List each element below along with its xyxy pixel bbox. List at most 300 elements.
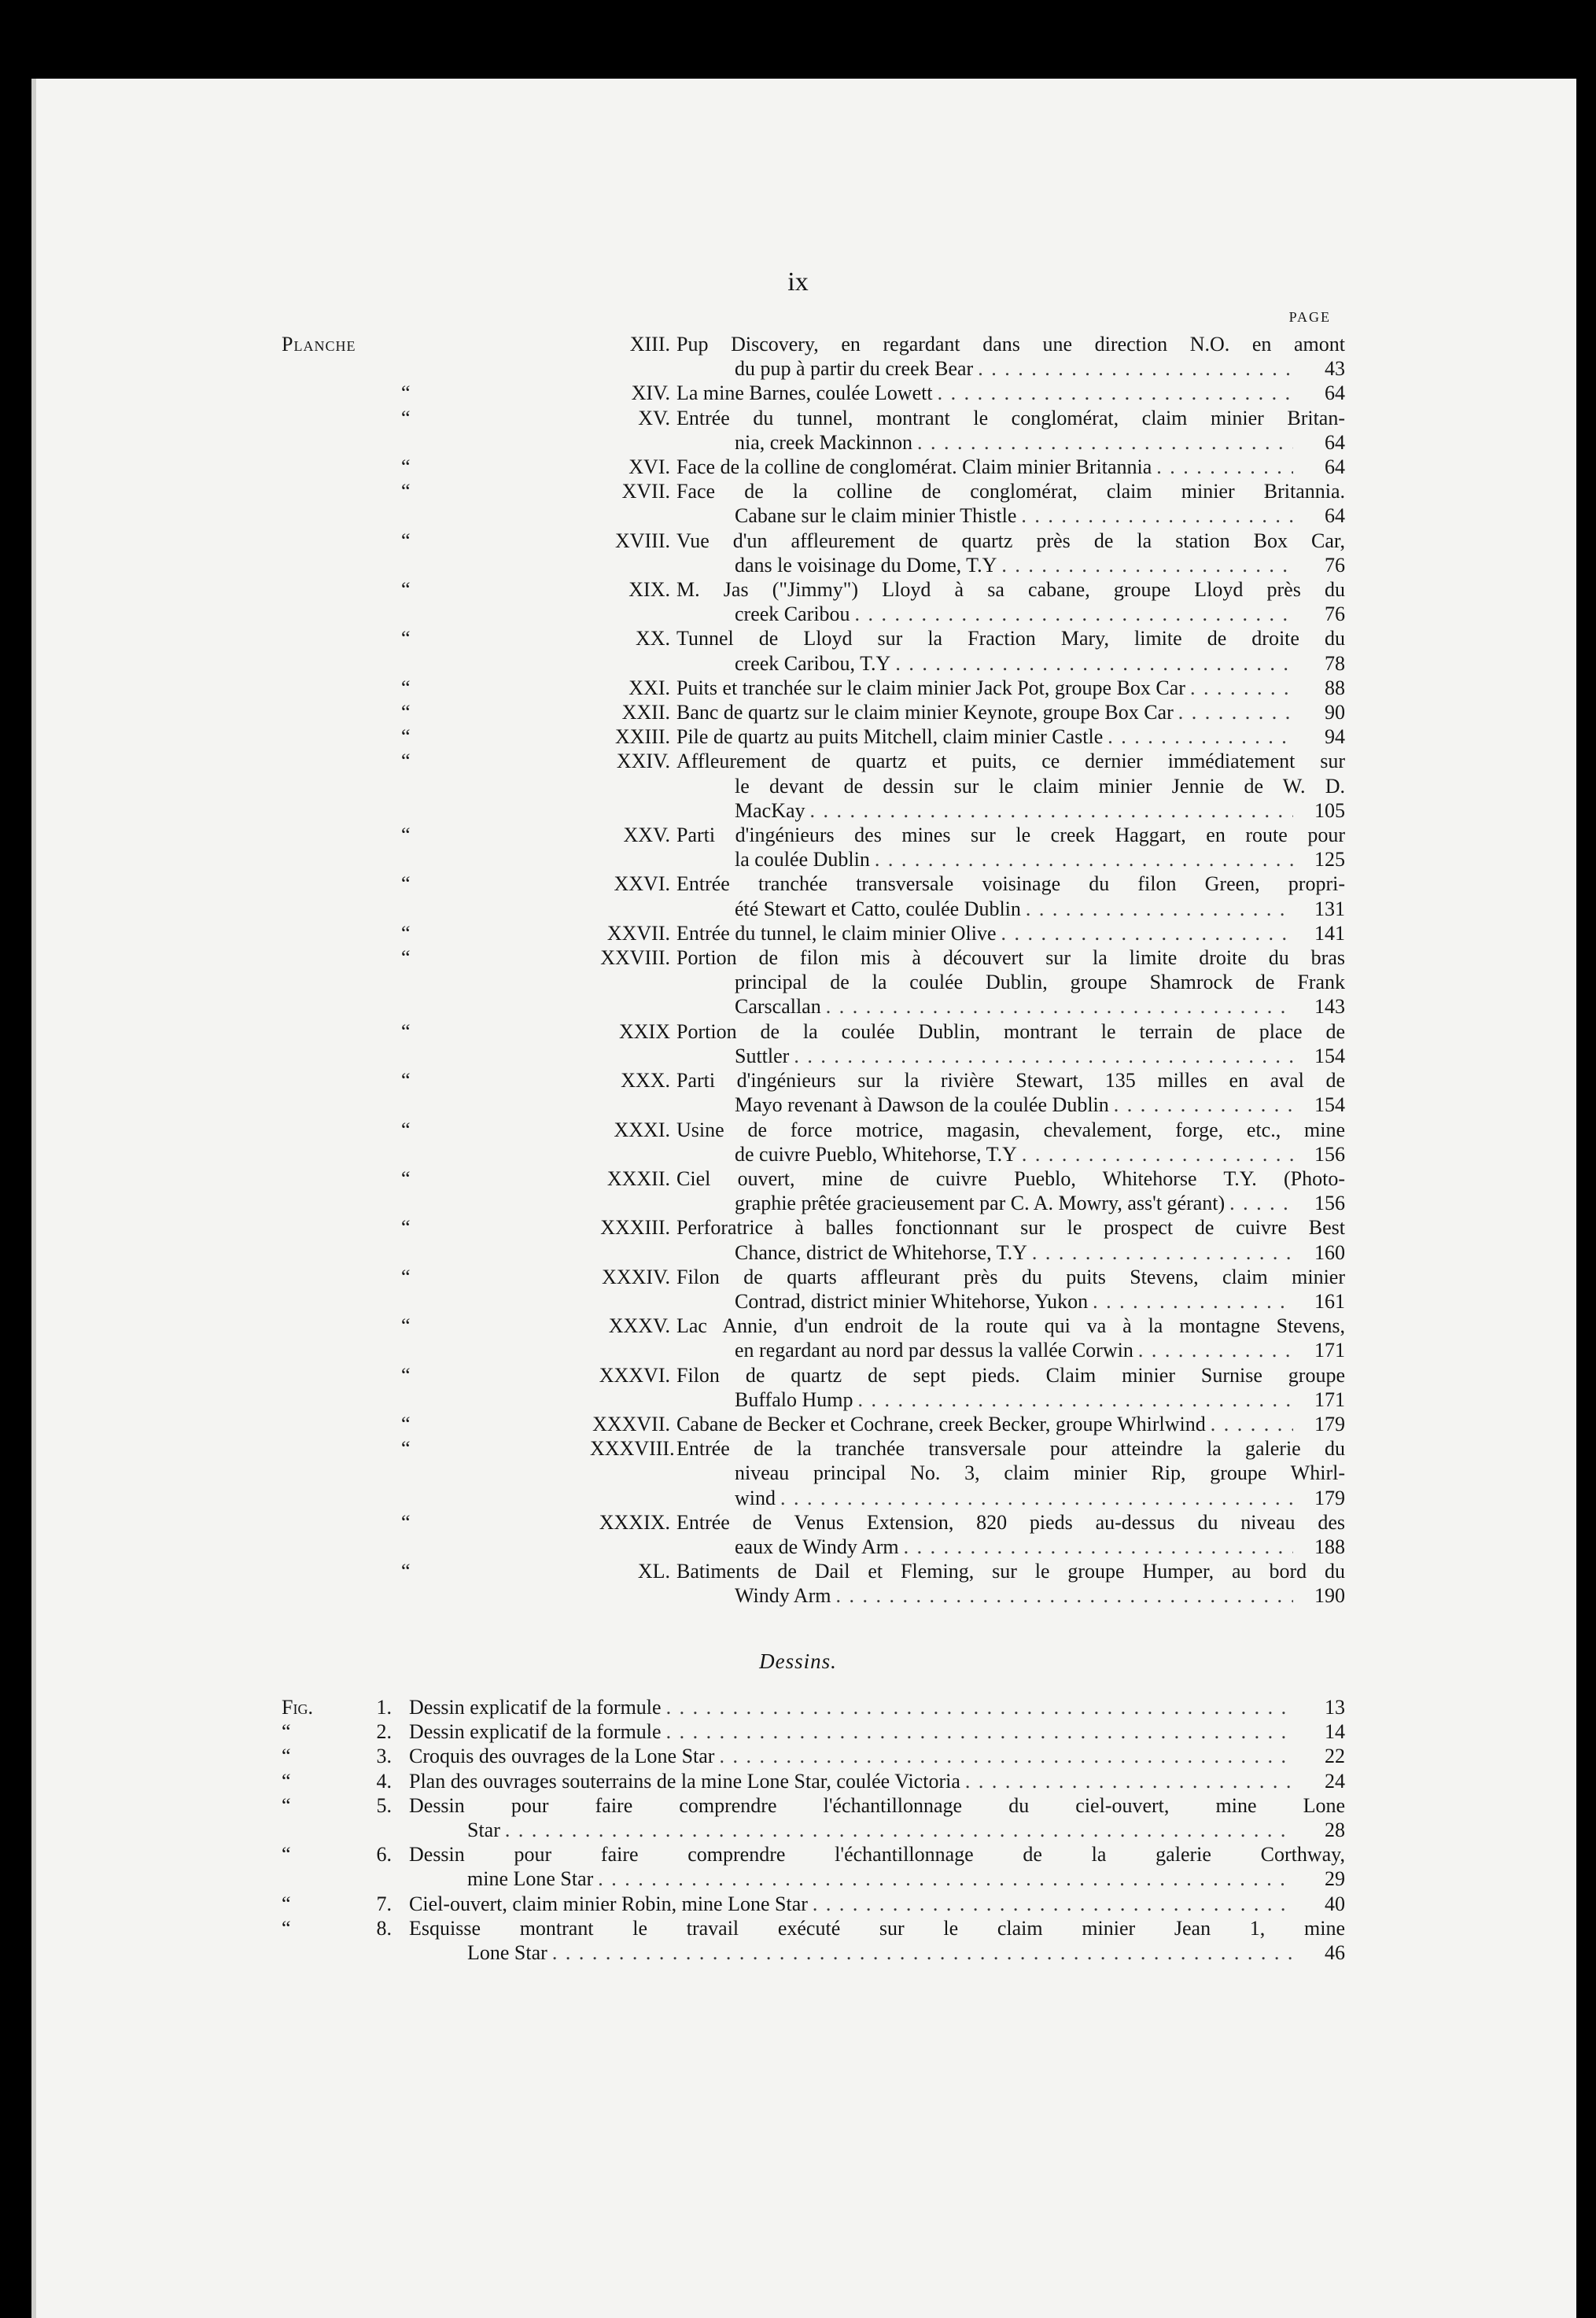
dot-leader — [895, 651, 1293, 676]
entry-page-number: 171 — [1314, 1339, 1345, 1362]
entry-page-number: 64 — [1325, 504, 1345, 528]
entry-last-line — [676, 1093, 1345, 1117]
figure-entry — [282, 1793, 1345, 1842]
dot-leader — [813, 1892, 1293, 1916]
entry-text-line: Puits et tranchée sur le claim minier Jack Pot, groupe Box Car — [676, 676, 1185, 699]
plate-number: XXX. — [621, 1069, 670, 1093]
plate-label — [282, 1215, 392, 1264]
figure-number: 8. — [376, 1916, 392, 1940]
plate-number: XXVI. — [614, 872, 670, 896]
entry-last-line — [409, 1867, 1345, 1891]
dot-leader — [1108, 724, 1293, 749]
entry-page-number: 78 — [1325, 651, 1345, 675]
plate-label — [282, 1412, 392, 1436]
entry-page-number: 143 — [1314, 995, 1345, 1019]
plate-label — [282, 872, 392, 920]
figure-entry — [282, 1916, 1345, 1965]
entry-page-number: 22 — [1325, 1745, 1345, 1768]
entry-page-number: 154 — [1314, 1044, 1345, 1067]
entry-page-number: 24 — [1325, 1769, 1345, 1793]
entry-text-line: Vue d'un affleurement de quartz près de la station Box Car, — [676, 529, 1345, 552]
entry-last-line — [409, 1892, 1345, 1916]
entry-page-number: 161 — [1314, 1289, 1345, 1313]
plate-number: XXVIII. — [600, 946, 670, 970]
plate-label — [282, 1265, 392, 1314]
entry-last-line — [676, 994, 1345, 1019]
entry-text-line: eaux de Windy Arm — [735, 1535, 899, 1558]
entry-text-line: Chance, district de Whitehorse, T.Y — [735, 1240, 1027, 1264]
dot-leader — [810, 798, 1293, 823]
entry-page-number: 29 — [1325, 1867, 1345, 1891]
plate-entry — [282, 1436, 1345, 1510]
dot-leader — [835, 1583, 1293, 1608]
plate-entry — [282, 626, 1345, 675]
entry-text-line: La mine Barnes, coulée Lowett — [676, 381, 933, 405]
figure-entry — [282, 1892, 1345, 1916]
ditto-mark: “ — [401, 676, 411, 699]
dot-leader — [855, 602, 1293, 626]
entry-last-line — [676, 676, 1345, 700]
plate-label — [282, 406, 392, 455]
entry-page-number: 64 — [1325, 381, 1345, 405]
plate-label — [282, 749, 392, 823]
plate-entry — [282, 1019, 1345, 1068]
plate-entry — [282, 1314, 1345, 1362]
entry-text-line: Ciel-ouvert, claim minier Robin, mine Lone Star — [409, 1892, 808, 1915]
entry-last-line — [676, 503, 1345, 528]
entry-text-line: de cuivre Pueblo, Whitehorse, T.Y — [735, 1142, 1017, 1166]
ditto-mark: “ — [401, 455, 411, 479]
figure-description — [409, 1719, 1345, 1744]
entry-page-number: 28 — [1325, 1819, 1345, 1842]
entry-text-line: Mayo revenant à Dawson de la coulée Dublin — [735, 1093, 1109, 1117]
entry-last-line — [676, 602, 1345, 626]
figure-number: 2. — [376, 1720, 392, 1744]
figure-description — [409, 1842, 1345, 1891]
entry-last-line — [676, 553, 1345, 577]
plate-label — [282, 1314, 392, 1362]
dot-leader — [1190, 676, 1293, 700]
plate-label — [282, 676, 392, 700]
plate-description — [676, 945, 1345, 1019]
dot-leader — [1093, 1289, 1293, 1314]
plate-description — [676, 700, 1345, 724]
ditto-mark: “ — [282, 1720, 291, 1744]
entry-text-line: wind — [735, 1486, 776, 1509]
plate-number: XXII. — [621, 701, 670, 724]
ditto-mark: “ — [401, 750, 411, 773]
plate-number: XXXIV. — [602, 1265, 670, 1288]
dot-leader — [505, 1818, 1293, 1842]
entry-last-line — [676, 724, 1345, 749]
plate-description — [676, 1412, 1345, 1436]
plate-entry — [282, 823, 1345, 872]
entry-last-line — [676, 1191, 1345, 1215]
ditto-mark: “ — [401, 1069, 411, 1093]
entry-last-line — [676, 700, 1345, 724]
plate-label — [282, 724, 392, 749]
ditto-mark: “ — [401, 824, 411, 847]
plate-label — [282, 921, 392, 945]
entry-text-line: niveau principal No. 3, claim minier Rip, groupe Whirl- — [735, 1461, 1345, 1485]
entry-last-line — [676, 430, 1345, 455]
entry-text-line: Contrad, district minier Whitehorse, Yukon — [735, 1289, 1089, 1313]
ditto-mark: “ — [401, 946, 411, 970]
entry-text-line: Buffalo Hump — [735, 1387, 853, 1411]
ditto-mark: “ — [401, 1166, 411, 1190]
entry-text-line: Croquis des ouvrages de la Lone Star — [409, 1745, 715, 1768]
ditto-mark: “ — [282, 1892, 291, 1915]
ditto-mark: “ — [401, 406, 411, 429]
entry-page-number: 43 — [1325, 357, 1345, 381]
ditto-mark: “ — [282, 1843, 291, 1867]
entry-text-line: MacKay — [735, 798, 805, 822]
figure-number: 7. — [376, 1892, 392, 1915]
ditto-mark: “ — [401, 578, 411, 602]
ditto-mark: “ — [401, 480, 411, 503]
plate-label — [282, 1363, 392, 1412]
ditto-mark: “ — [401, 1019, 411, 1043]
figure-entry — [282, 1695, 1345, 1719]
dot-leader — [794, 1044, 1293, 1068]
entry-text-line: Dessin explicatif de la formule — [409, 1696, 662, 1719]
plate-description — [676, 479, 1345, 528]
figure-label: Fig. — [282, 1696, 313, 1719]
entry-page-number: 46 — [1325, 1941, 1345, 1965]
entry-text-line: nia, creek Mackinnon — [735, 430, 912, 454]
entry-page-number: 156 — [1314, 1142, 1345, 1166]
plate-number: XXV. — [623, 824, 670, 847]
entry-last-line — [409, 1818, 1345, 1842]
entry-last-line — [409, 1940, 1345, 1965]
plate-number: XIX. — [628, 578, 670, 602]
entry-text-line: creek Caribou, T.Y — [735, 651, 891, 675]
entry-last-line — [409, 1769, 1345, 1793]
plate-entry — [282, 1412, 1345, 1436]
entry-text-line: du pup à partir du creek Bear — [735, 357, 974, 381]
entry-page-number: 131 — [1314, 897, 1345, 920]
plate-label — [282, 381, 392, 405]
plate-label — [282, 1166, 392, 1215]
entry-text-line: Suttler — [735, 1044, 790, 1067]
plate-entry — [282, 921, 1345, 945]
plate-entry — [282, 1559, 1345, 1608]
entry-page-number: 171 — [1314, 1387, 1345, 1411]
entry-page-number: 94 — [1325, 725, 1345, 749]
dot-leader — [552, 1940, 1293, 1965]
entry-text-line: M. Jas ("Jimmy") Lloyd à sa cabane, groupe Lloyd près du — [676, 578, 1345, 602]
plate-number: XVI. — [628, 455, 670, 479]
entry-text-line: mine Lone Star — [467, 1867, 594, 1891]
entry-last-line — [676, 1240, 1345, 1265]
ditto-mark: “ — [401, 1265, 411, 1288]
figure-entry — [282, 1744, 1345, 1768]
entry-last-line — [676, 1387, 1345, 1412]
entry-text-line: Parti d'ingénieurs sur la rivière Stewart, 135 milles en aval de — [676, 1069, 1345, 1093]
entry-last-line — [676, 1486, 1345, 1510]
ditto-mark: “ — [401, 1437, 411, 1461]
entry-last-line — [676, 798, 1345, 823]
entry-text-line: Dessin pour faire comprendre l'échantillonnage du ciel-ouvert, mine Lone — [409, 1793, 1345, 1817]
entry-page-number: 76 — [1325, 603, 1345, 626]
dot-leader — [719, 1744, 1293, 1768]
entry-page-number: 40 — [1325, 1892, 1345, 1915]
plate-description — [676, 1363, 1345, 1412]
entry-page-number: 179 — [1314, 1486, 1345, 1509]
plate-entry — [282, 1215, 1345, 1264]
plate-entry — [282, 1510, 1345, 1559]
ditto-mark: “ — [401, 627, 411, 650]
plate-description — [676, 332, 1345, 381]
ditto-mark: “ — [401, 725, 411, 749]
entry-text-line: Pile de quartz au puits Mitchell, claim minier Castle — [676, 725, 1104, 749]
plate-label — [282, 1559, 392, 1608]
ditto-mark: “ — [282, 1916, 291, 1940]
plate-description — [676, 1166, 1345, 1215]
ditto-mark — [392, 332, 590, 381]
entry-last-line — [409, 1719, 1345, 1744]
plate-description — [676, 823, 1345, 872]
plate-description — [676, 1559, 1345, 1608]
entry-text-line: la coulée Dublin — [735, 848, 870, 872]
entry-text-line: Filon de quarts affleurant près du puits Stevens, claim minier — [676, 1265, 1345, 1288]
entry-text-line: Usine de force motrice, magasin, chevalement, forge, etc., mine — [676, 1118, 1345, 1141]
ditto-mark: “ — [401, 921, 411, 945]
ditto-mark: “ — [401, 1216, 411, 1240]
entry-page-number: 13 — [1325, 1696, 1345, 1719]
plate-label — [282, 1068, 392, 1117]
plate-description — [676, 455, 1345, 479]
entry-last-line — [676, 651, 1345, 676]
entry-text-line: Entrée du tunnel, le claim minier Olive — [676, 921, 997, 945]
figure-entry — [282, 1842, 1345, 1891]
entry-text-line: Affleurement de quartz et puits, ce dernier immédiatement sur — [676, 750, 1345, 773]
entry-text-line: graphie prêtée gracieusement par C. A. Mowry, ass't gérant) — [735, 1192, 1226, 1215]
entry-last-line — [676, 1044, 1345, 1068]
dot-leader — [666, 1719, 1293, 1744]
plate-entry — [282, 945, 1345, 1019]
figure-number: 5. — [376, 1793, 392, 1817]
entry-text-line: creek Caribou — [735, 603, 850, 626]
plate-entry — [282, 700, 1345, 724]
dot-leader — [826, 994, 1293, 1019]
plate-label — [282, 1436, 392, 1510]
entry-text-line: Entrée de Venus Extension, 820 pieds au-dessus du niveau des — [676, 1510, 1345, 1534]
plate-description — [676, 1118, 1345, 1166]
entry-text-line: Star — [467, 1819, 500, 1842]
entry-last-line — [409, 1744, 1345, 1768]
entry-last-line — [676, 455, 1345, 479]
plate-description — [676, 1314, 1345, 1362]
figure-number: 4. — [376, 1769, 392, 1793]
entry-text-line: Portion de la coulée Dublin, montrant le terrain de place de — [676, 1019, 1345, 1043]
entry-text-line: Portion de filon mis à découvert sur la limite droite du bras — [676, 946, 1345, 970]
dot-leader — [1021, 503, 1293, 528]
entry-text-line: Windy Arm — [735, 1584, 831, 1608]
ditto-mark: “ — [401, 1118, 411, 1141]
ditto-mark: “ — [401, 381, 411, 405]
entry-text-line: Filon de quartz de sept pieds. Claim minier Surnise groupe — [676, 1363, 1345, 1387]
plate-entry — [282, 406, 1345, 455]
entry-page-number: 141 — [1314, 921, 1345, 945]
plate-number: XXXVII. — [592, 1412, 670, 1435]
plate-entry — [282, 872, 1345, 920]
dot-leader — [1178, 700, 1293, 724]
dot-leader — [875, 847, 1293, 872]
plate-entry — [282, 749, 1345, 823]
entry-page-number: 64 — [1325, 455, 1345, 479]
plate-label — [282, 529, 392, 577]
plate-description — [676, 529, 1345, 577]
entry-page-number: 76 — [1325, 553, 1345, 577]
plate-label — [282, 479, 392, 528]
plate-description — [676, 1068, 1345, 1117]
ditto-mark: “ — [282, 1745, 291, 1768]
plate-label — [282, 823, 392, 872]
plate-description — [676, 1436, 1345, 1510]
entry-text-line: Face de la colline de conglomérat. Claim minier Britannia — [676, 455, 1152, 479]
dot-leader — [1114, 1093, 1293, 1117]
plate-description — [676, 626, 1345, 675]
plate-label — [282, 455, 392, 479]
entry-last-line — [676, 1583, 1345, 1608]
dot-leader — [938, 381, 1293, 405]
entry-last-line — [676, 1142, 1345, 1166]
figure-description — [409, 1892, 1345, 1916]
plate-entry — [282, 1166, 1345, 1215]
entry-page-number: 156 — [1314, 1192, 1345, 1215]
plate-number: XIII. — [629, 333, 670, 356]
entry-text-line: Cabane de Becker et Cochrane, creek Becker, groupe Whirlwind — [676, 1412, 1206, 1435]
plate-entry — [282, 479, 1345, 528]
entry-text-line: Dessin pour faire comprendre l'échantillonnage de la galerie Corthway, — [409, 1843, 1345, 1867]
figure-number: 1. — [376, 1696, 392, 1719]
entry-last-line — [676, 897, 1345, 921]
plate-number: XXXVIII. — [590, 1437, 675, 1461]
entry-last-line — [676, 921, 1345, 945]
figure-description — [409, 1793, 1345, 1842]
ditto-mark: “ — [282, 1769, 291, 1793]
ditto-mark: “ — [401, 1560, 411, 1583]
plate-entry — [282, 724, 1345, 749]
dot-leader — [978, 356, 1293, 381]
plates-list — [282, 332, 1345, 1609]
plate-number: XXXV. — [608, 1314, 670, 1338]
plate-description — [676, 1265, 1345, 1314]
dot-leader — [1138, 1338, 1293, 1362]
dot-leader — [780, 1486, 1293, 1510]
entry-last-line — [676, 1289, 1345, 1314]
entry-text-line: Pup Discovery, en regardant dans une direction N.O. en amont — [676, 333, 1345, 356]
plate-entry — [282, 577, 1345, 626]
plate-description — [676, 724, 1345, 749]
entry-text-line: Banc de quartz sur le claim minier Keynote, groupe Box Car — [676, 701, 1174, 724]
entry-text-line: Batiments de Dail et Fleming, sur le groupe Humper, au bord du — [676, 1560, 1345, 1583]
plate-number: XXIV. — [616, 750, 670, 773]
dot-leader — [1229, 1191, 1293, 1215]
plate-number: XXXIII. — [600, 1216, 670, 1240]
entry-text-line: Carscallan — [735, 995, 821, 1019]
entry-text-line: Ciel ouvert, mine de cuivre Pueblo, Whitehorse T.Y. (Photo- — [676, 1166, 1345, 1190]
dot-leader — [598, 1867, 1293, 1891]
dot-leader — [1022, 1142, 1293, 1166]
entry-page-number: 105 — [1314, 798, 1345, 822]
entry-last-line — [676, 1338, 1345, 1362]
entry-text-line: Entrée du tunnel, montrant le conglomérat, claim minier Britan- — [676, 406, 1345, 429]
plate-entry — [282, 1118, 1345, 1166]
plate-label — [282, 626, 392, 675]
entry-text-line: Tunnel de Lloyd sur la Fraction Mary, limite de droite du — [676, 627, 1345, 650]
entry-last-line — [409, 1695, 1345, 1719]
entry-page-number: 88 — [1325, 676, 1345, 699]
ditto-mark: “ — [401, 1363, 411, 1387]
entry-page-number: 160 — [1314, 1240, 1345, 1264]
dot-leader — [1026, 897, 1293, 921]
plate-entry — [282, 332, 1345, 381]
dot-leader — [1032, 1240, 1293, 1265]
plate-number: XXIII. — [614, 725, 670, 749]
entry-text-line: Entrée tranchée transversale voisinage du filon Green, propri- — [676, 872, 1345, 896]
entry-last-line — [676, 1535, 1345, 1559]
ditto-mark: “ — [401, 529, 411, 552]
plate-description — [676, 1510, 1345, 1559]
plate-number: XXIX — [619, 1019, 670, 1043]
plate-description — [676, 406, 1345, 455]
plate-entry — [282, 1068, 1345, 1117]
plate-entry — [282, 381, 1345, 405]
ditto-mark: “ — [401, 1510, 411, 1534]
figure-description — [409, 1695, 1345, 1719]
plate-number: XXXII. — [606, 1166, 670, 1190]
entry-last-line — [676, 847, 1345, 872]
plate-number: XV. — [638, 406, 670, 429]
plate-entry — [282, 1265, 1345, 1314]
plate-description — [676, 381, 1345, 405]
entry-text-line: Dessin explicatif de la formule — [409, 1720, 662, 1744]
dot-leader — [904, 1535, 1293, 1559]
entry-text-line: en regardant au nord par dessus la vallée Corwin — [735, 1339, 1133, 1362]
plate-description — [676, 577, 1345, 626]
plate-label — [282, 945, 392, 1019]
figure-entry — [282, 1719, 1345, 1744]
figure-entry — [282, 1769, 1345, 1793]
plate-entry — [282, 1363, 1345, 1412]
entry-page-number: 90 — [1325, 701, 1345, 724]
entry-text-line: Parti d'ingénieurs des mines sur le creek Haggart, en route pour — [676, 824, 1345, 847]
drawings-heading: Dessins. — [759, 1649, 837, 1673]
entry-last-line — [676, 381, 1345, 405]
entry-text-line: été Stewart et Catto, coulée Dublin — [735, 897, 1021, 920]
plate-label: Planche — [282, 333, 356, 356]
entry-page-number: 125 — [1314, 848, 1345, 872]
dot-leader — [917, 430, 1293, 455]
entry-text-line: Plan des ouvrages souterrains de la mine Lone Star, coulée Victoria — [409, 1769, 960, 1793]
entry-text-line: principal de la coulée Dublin, groupe Shamrock de Frank — [735, 971, 1345, 994]
plate-label — [282, 700, 392, 724]
plate-number: XL. — [637, 1560, 670, 1583]
plate-label — [282, 1118, 392, 1166]
entry-page-number: 190 — [1314, 1584, 1345, 1608]
entry-text-line: le devant de dessin sur le claim minier Jennie de W. D. — [735, 774, 1345, 798]
ditto-mark: “ — [401, 1314, 411, 1338]
entry-page-number: 188 — [1314, 1535, 1345, 1558]
plate-entry — [282, 455, 1345, 479]
figure-description — [409, 1744, 1345, 1768]
ditto-mark: “ — [401, 701, 411, 724]
entry-page-number: 154 — [1314, 1093, 1345, 1117]
page-column-header: PAGE — [1288, 309, 1331, 325]
entry-text-line: Esquisse montrant le travail exécuté sur le claim minier Jean 1, mine — [409, 1916, 1345, 1940]
